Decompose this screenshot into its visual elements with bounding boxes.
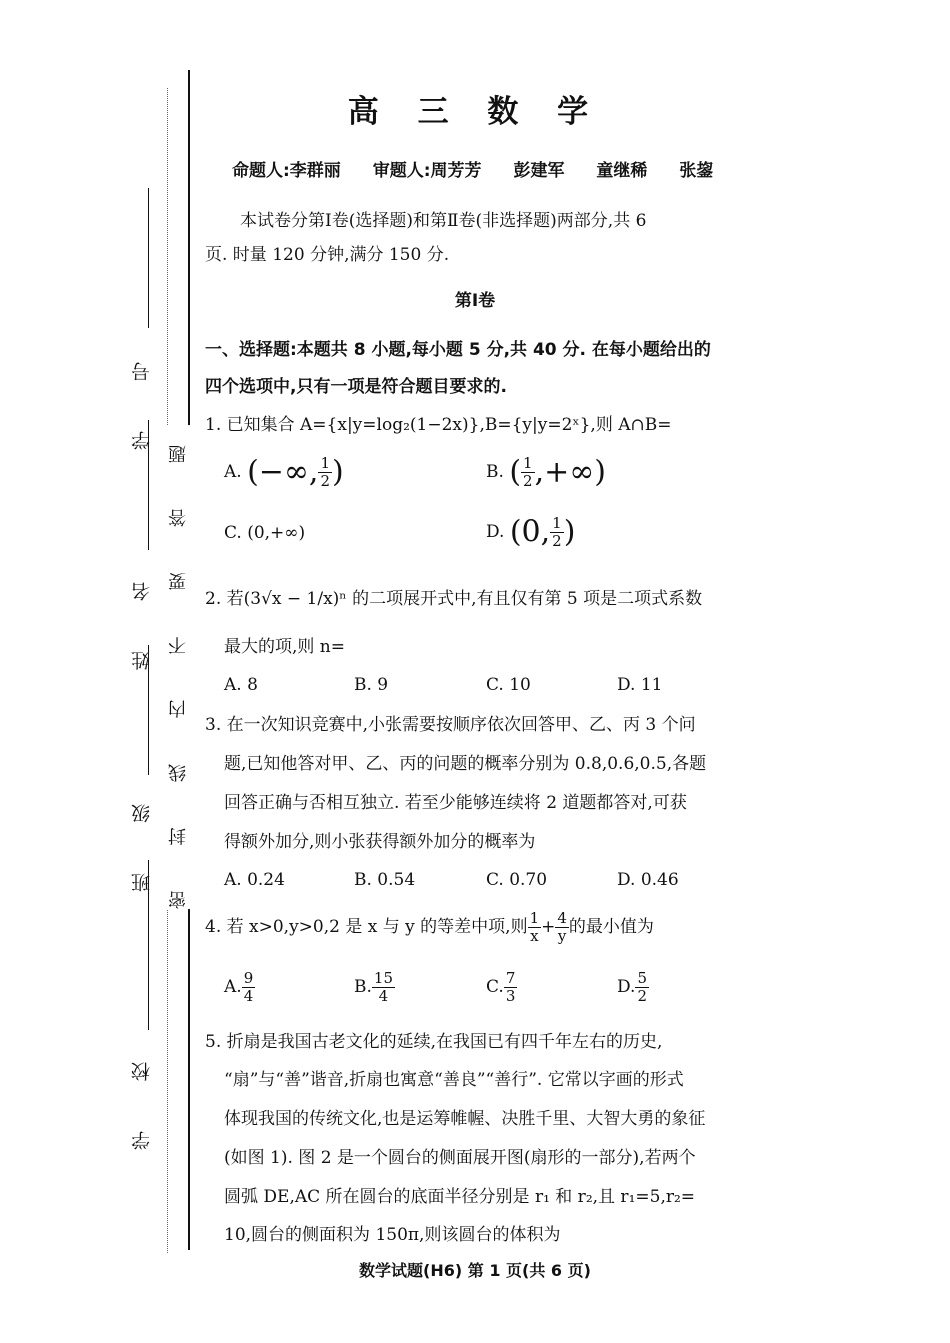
q5-line-3: 体现我国的传统文化,也是运筹帷幄、决胜千里、大智大勇的象征	[224, 1109, 706, 1129]
part-header-2: 四个选项中,只有一项是符合题目要求的.	[205, 377, 507, 397]
reviewer-1: 审题人:周芳芳	[372, 161, 482, 181]
q4-stem: 4. 若 x>0,y>0,2 是 x 与 y 的等差中项,则 $\frac{1}{x}$ + $\frac{4}{y}$ 的最小值为	[205, 909, 654, 945]
q3-line-1: 3. 在一次知识竞赛中,小张需要按顺序依次回答甲、乙、丙 3 个问	[205, 715, 696, 735]
q5-line-5: 圆弧 DE,AC 所在圆台的底面半径分别是 r₁ 和 r₂,且 r₁=5,r₂=	[224, 1187, 696, 1207]
q4-option-d[interactable]: D. $\frac{5}{2}$	[617, 969, 647, 1005]
q4-option-b[interactable]: B. $\frac{15}{4}$	[354, 969, 393, 1005]
q5-line-4: (如图 1). 图 2 是一个圆台的侧面展开图(扇形的一部分),若两个	[224, 1148, 696, 1168]
q1-stem: 1. 已知集合 A={x|y=log₂(1−2x)},B={y|y=2ˣ},则 A∩B=	[205, 415, 672, 435]
intro-line-2: 页. 时量 120 分钟,满分 150 分.	[205, 245, 450, 265]
reviewer-4: 张鋆	[679, 161, 714, 181]
class-field[interactable]	[148, 645, 149, 775]
section-title: 第Ⅰ卷	[454, 291, 496, 311]
student-number-field[interactable]	[148, 188, 149, 328]
student-name-field[interactable]	[148, 420, 149, 550]
intro-line-1: 本试卷分第Ⅰ卷(选择题)和第Ⅱ卷(非选择题)两部分,共 6	[240, 211, 647, 231]
authors-line	[232, 156, 739, 181]
q1-option-c[interactable]: C. (0,+∞)	[224, 523, 306, 543]
q5-line-1: 5. 折扇是我国古老文化的延续,在我国已有四千年左右的历史,	[205, 1032, 663, 1052]
q1-option-b[interactable]: B. ( $\frac{1}{2}$ ,+∞)	[486, 454, 606, 490]
q5-line-2: “扇”与“善”谐音,折扇也寓意“善良”“善行”. 它常以字画的形式	[224, 1070, 684, 1090]
part-header-1: 一、选择题:本题共 8 小题,每小题 5 分,共 40 分. 在每小题给出的	[205, 340, 711, 360]
q3-option-c[interactable]: C. 0.70	[486, 870, 548, 890]
exam-title: 高 三 数 学	[347, 94, 603, 130]
q3-option-d[interactable]: D. 0.46	[617, 870, 679, 890]
q1-option-a[interactable]: A. (−∞, $\frac{1}{2}$ )	[224, 454, 344, 490]
seal-line-notice: 密 封 线 内 不 要 答 题	[166, 425, 192, 909]
class-label: 班 级	[131, 782, 153, 893]
q3-line-2: 题,已知他答对甲、乙、丙的问题的概率分别为 0.8,0.6,0.5,各题	[224, 754, 707, 774]
q5-line-6: 10,圆台的侧面积为 150π,则该圆台的体积为	[224, 1225, 561, 1245]
q3-line-3: 回答正确与否相互独立. 若至少能够连续将 2 道题都答对,可获	[224, 793, 687, 813]
setter: 命题人:李群丽	[232, 161, 341, 181]
q4-option-a[interactable]: A. $\frac{9}{4}$	[224, 969, 254, 1005]
q1-option-d[interactable]: D. (0, $\frac{1}{2}$ )	[486, 514, 576, 550]
q3-option-a[interactable]: A. 0.24	[224, 870, 285, 890]
q2-option-d[interactable]: D. 11	[617, 675, 663, 695]
q2-stem-2: 最大的项,则 n=	[224, 637, 346, 657]
q2-stem: 2. 若(3√x − 1/x)ⁿ 的二项展开式中,有且仅有第 5 项是二项式系数	[205, 589, 703, 609]
student-number-label: 学 号	[131, 340, 153, 451]
q2-option-b[interactable]: B. 9	[354, 675, 389, 695]
school-field[interactable]	[148, 860, 149, 1030]
q3-option-b[interactable]: B. 0.54	[354, 870, 416, 890]
page-footer: 数学试题(H6) 第 1 页(共 6 页)	[359, 1261, 591, 1280]
reviewer-2: 彭建军	[513, 161, 565, 181]
q4-option-c[interactable]: C. $\frac{7}{3}$	[486, 969, 516, 1005]
q3-line-4: 得额外加分,则小张获得额外加分的概率为	[224, 832, 536, 852]
student-name-label: 姓 名	[131, 560, 153, 671]
q2-option-c[interactable]: C. 10	[486, 675, 531, 695]
reviewer-3: 童继稀	[596, 161, 648, 181]
school-label: 学 校	[131, 1040, 153, 1151]
q2-option-a[interactable]: A. 8	[224, 675, 258, 695]
